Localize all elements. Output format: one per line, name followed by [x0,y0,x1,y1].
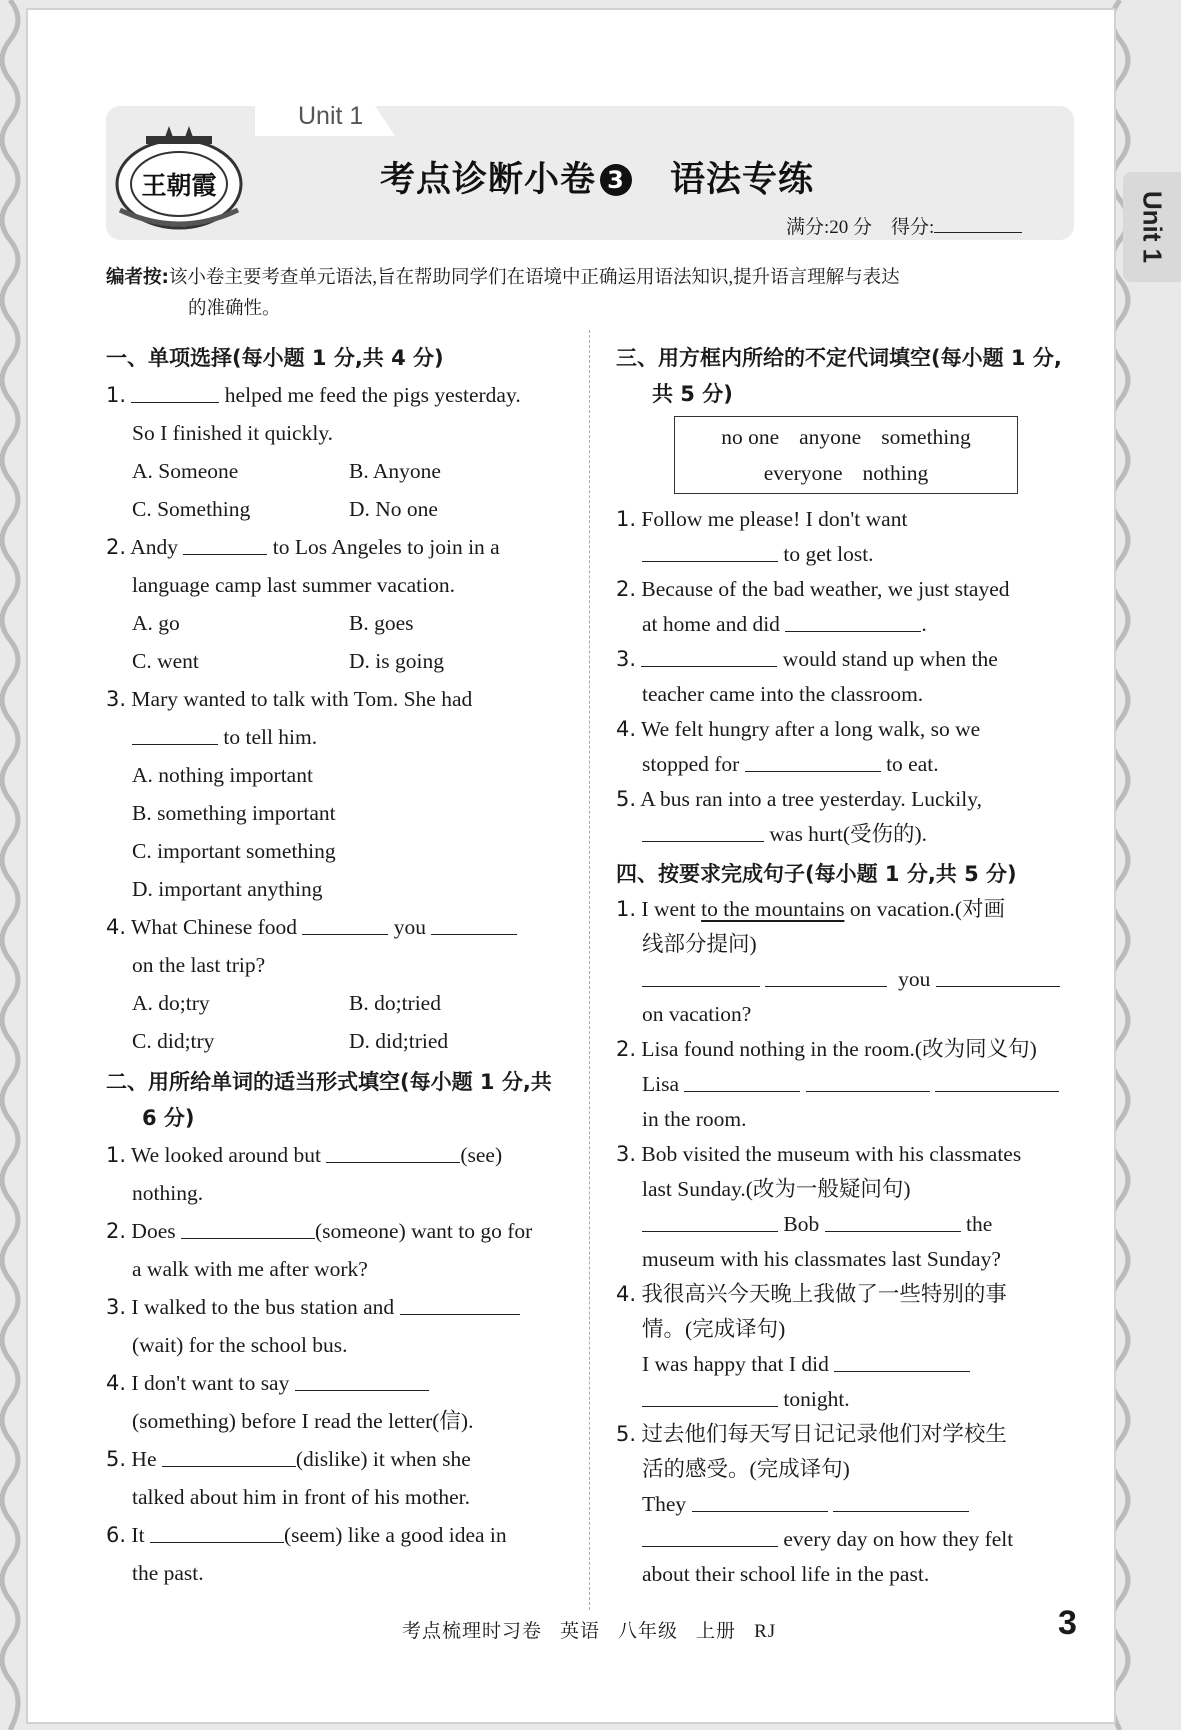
column-divider [589,330,590,1610]
s1-q2-options: A. go B. goes [132,611,414,635]
section-2-title: 二、用所给单词的适当形式填空(每小题 1 分,共 6 分) [106,1070,552,1130]
s1-q3-option-d: D. important anything [132,877,323,901]
s3-question-1: 1. Follow me please! I don't want to get lost. [616,507,908,566]
answer-blank[interactable] [825,1209,961,1232]
publisher-logo [104,118,254,234]
answer-blank[interactable] [692,1489,828,1512]
answer-blank[interactable] [302,912,388,935]
s4-question-5: 5. 过去他们每天写日记记录他们对学校生 活的感受。(完成译句) They every day on how they felt about their school life in the past. [616,1422,1014,1586]
s1-question-1: 1. helped me feed the pigs yesterday. So I finished it quickly. [106,376,566,452]
s3-question-5: 5. A bus ran into a tree yesterday. Luckily, was hurt(受伤的). [616,787,982,846]
answer-blank[interactable] [642,819,764,842]
answer-blank[interactable] [132,722,218,745]
answer-blank[interactable] [834,1349,970,1372]
s1-q3-option-b: B. something important [132,801,336,825]
section-4-title: 四、按要求完成句子(每小题 1 分,共 5 分) [616,862,1017,886]
answer-blank[interactable] [326,1140,460,1163]
s1-q3-option-c: C. important something [132,839,336,863]
answer-blank[interactable] [745,749,881,772]
answer-blank[interactable] [131,380,219,403]
answer-blank[interactable] [150,1520,284,1543]
right-column [616,340,1076,1592]
answer-blank[interactable] [183,532,267,555]
page-number: 3 [1058,1604,1077,1642]
underlined-phrase: to the mountains [701,897,845,921]
s4-question-4: 4. 我很高兴今天晚上我做了一些特别的事 情。(完成译句) I was happy that I did tonight. [616,1282,1007,1411]
left-column: 一、单项选择(每小题 1 分,共 4 分) 1. helped me feed the pigs yesterday. So I finished it quickly. A. Someone B. Anyone C. Something D. No one 2. Andy to Los Angeles to join in a language camp last summer vacation. A. go B. goes C. went D. is going 3. Mary wanted to talk with Tom. She had to tell him. A. nothing important B. something important C. important something D. important anything 4. What Chinese food you on the last trip? A. do;try B. do;tried C. did;try D. did;tried 二、用所给单词的适当形式填空(每小题 1 分,共 6 分) 1. We looked around but (see) nothing. 2. Does (someone) want to go for a walk with me after work? 3. I walked to the bus station and (wait) for the school bus. 4. I don't want to say (something) before I read the letter(信). 5. He (dislike) it when she talked about him in front of his mother. 6. It (seem) like a good idea in the past. [106,340,566,1592]
s3-question-3: 3. would stand up when the teacher came into the classroom. [616,642,1076,712]
s3-question-4: 4. We felt hungry after a long walk, so we stopped for to eat. [616,717,981,776]
answer-blank[interactable] [765,964,887,987]
answer-blank[interactable] [642,964,760,987]
answer-blank[interactable] [400,1292,520,1315]
answer-blank[interactable] [785,609,921,632]
s2-question-2: 2. Does (someone) want to go for a walk with me after work? [106,1212,566,1288]
s2-question-4: 4. I don't want to say (something) before I read the letter(信). [106,1364,566,1440]
answer-blank[interactable] [684,1069,800,1092]
s2-question-6: 6. It (seem) like a good idea in the past. [106,1516,566,1592]
section-3-title: 三、用方框内所给的不定代词填空(每小题 1 分,共 5 分) [616,346,1062,406]
s1-question-3: 3. Mary wanted to talk with Tom. She had to tell him. [106,687,473,749]
s3-question-2: 2. Because of the bad weather, we just stayed at home and did . [616,577,1010,636]
answer-blank[interactable] [642,539,778,562]
s2-question-1: 1. We looked around but (see) nothing. [106,1136,566,1212]
answer-blank[interactable] [642,1209,778,1232]
answer-blank[interactable] [295,1368,429,1391]
answer-blank[interactable] [162,1444,296,1467]
word-box: no one anyone something everyone nothing [674,416,1018,494]
logo-text: 王朝霞 [141,171,217,200]
unit-side-tab: Unit 1 [1123,172,1181,282]
answer-blank[interactable] [833,1489,969,1512]
answer-blank[interactable] [936,964,1060,987]
answer-blank[interactable] [642,1384,778,1407]
answer-blank[interactable] [181,1216,315,1239]
s1-q1-options: A. Someone B. Anyone [132,459,441,483]
page-footer: 考点梳理时习卷 英语 八年级 上册 RJ [402,1621,777,1642]
answer-blank[interactable] [806,1069,930,1092]
s2-question-5: 5. He (dislike) it when she talked about him in front of his mother. [106,1440,566,1516]
answer-blank[interactable] [935,1069,1059,1092]
score-blank [934,232,1022,233]
s4-question-2: 2. Lisa found nothing in the room.(改为同义句) Lisa in the room. [616,1032,1076,1137]
s2-question-3: 3. I walked to the bus station and (wait) for the school bus. [106,1288,566,1364]
s4-question-3: 3. Bob visited the museum with his classmates last Sunday.(改为一般疑问句) Bob the museum with his classmates last Sunday? [616,1142,1022,1271]
s4-question-1: 1. I went to the mountains on vacation.(对画 线部分提问) you on vacation? [616,892,1076,1032]
s1-q4-options: A. do;try B. do;tried [132,991,441,1015]
section-1-title: 一、单项选择(每小题 1 分,共 4 分) [106,346,444,370]
s1-q3-option-a: A. nothing important [132,763,313,787]
answer-blank[interactable] [641,644,777,667]
s1-question-4: 4. What Chinese food you on the last trip? [106,908,566,984]
editor-note: 编者按:该小卷主要考查单元语法,旨在帮助同学们在语境中正确运用语法知识,提升语言理解与表达 的准确性。 [106,267,900,319]
answer-blank[interactable] [431,912,517,935]
answer-blank[interactable] [642,1524,778,1547]
unit-label: Unit 1 [298,102,364,130]
title-number-badge: 3 [600,164,632,196]
score-line: 满分:20 分 得分: [786,212,1022,239]
page-title: 考点诊断小卷 3 语法专练 [380,160,815,200]
s1-question-2: 2. Andy to Los Angeles to join in a language camp last summer vacation. [106,528,566,604]
